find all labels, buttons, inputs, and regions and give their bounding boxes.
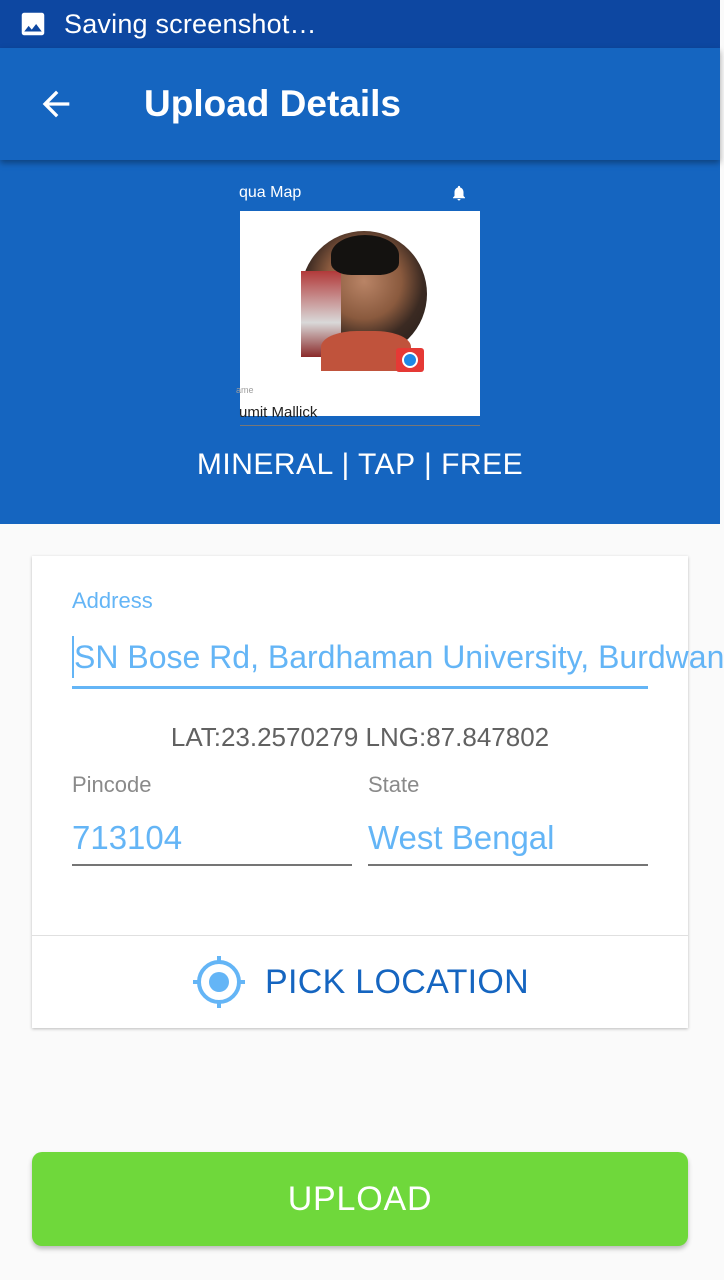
avatar [301,231,427,357]
divider [240,425,480,426]
arrow-back-icon [36,84,76,124]
camera-icon [396,348,424,372]
pick-location-button[interactable] [32,936,688,1028]
bell-icon [450,184,468,202]
state-label: State [368,772,420,797]
preview-app-title: qua Map [239,184,302,201]
app-bar [0,48,720,160]
preview-app-bar [240,175,480,211]
preview-name: umit Mallick [239,404,318,421]
screenshot-preview[interactable] [236,175,480,421]
back-button[interactable] [0,48,112,160]
address-value: SN Bose Rd, Bardhaman University, Burdwan [74,639,724,675]
hero-banner [0,160,720,524]
preview-field-label: ame [236,385,254,395]
status-bar [0,0,720,48]
address-label: Address [72,588,153,613]
upload-button[interactable]: UPLOAD [32,1152,688,1246]
pick-location-label: PICK LOCATION [265,962,529,1001]
image-icon [18,8,50,40]
address-card [32,556,724,1028]
address-input[interactable] [72,634,724,689]
pincode-label: Pincode [72,772,152,797]
page-title: Upload Details [144,83,401,124]
pincode-field[interactable]: 713104 [72,814,352,866]
tagline: MINERAL | TAP | FREE [196,448,524,481]
gps-target-icon [191,954,247,1010]
state-field[interactable]: West Bengal [368,814,648,866]
status-text: Saving screenshot… [64,8,317,39]
lat-lng-readout: LAT:23.2570279 LNG:87.847802 [170,722,550,752]
